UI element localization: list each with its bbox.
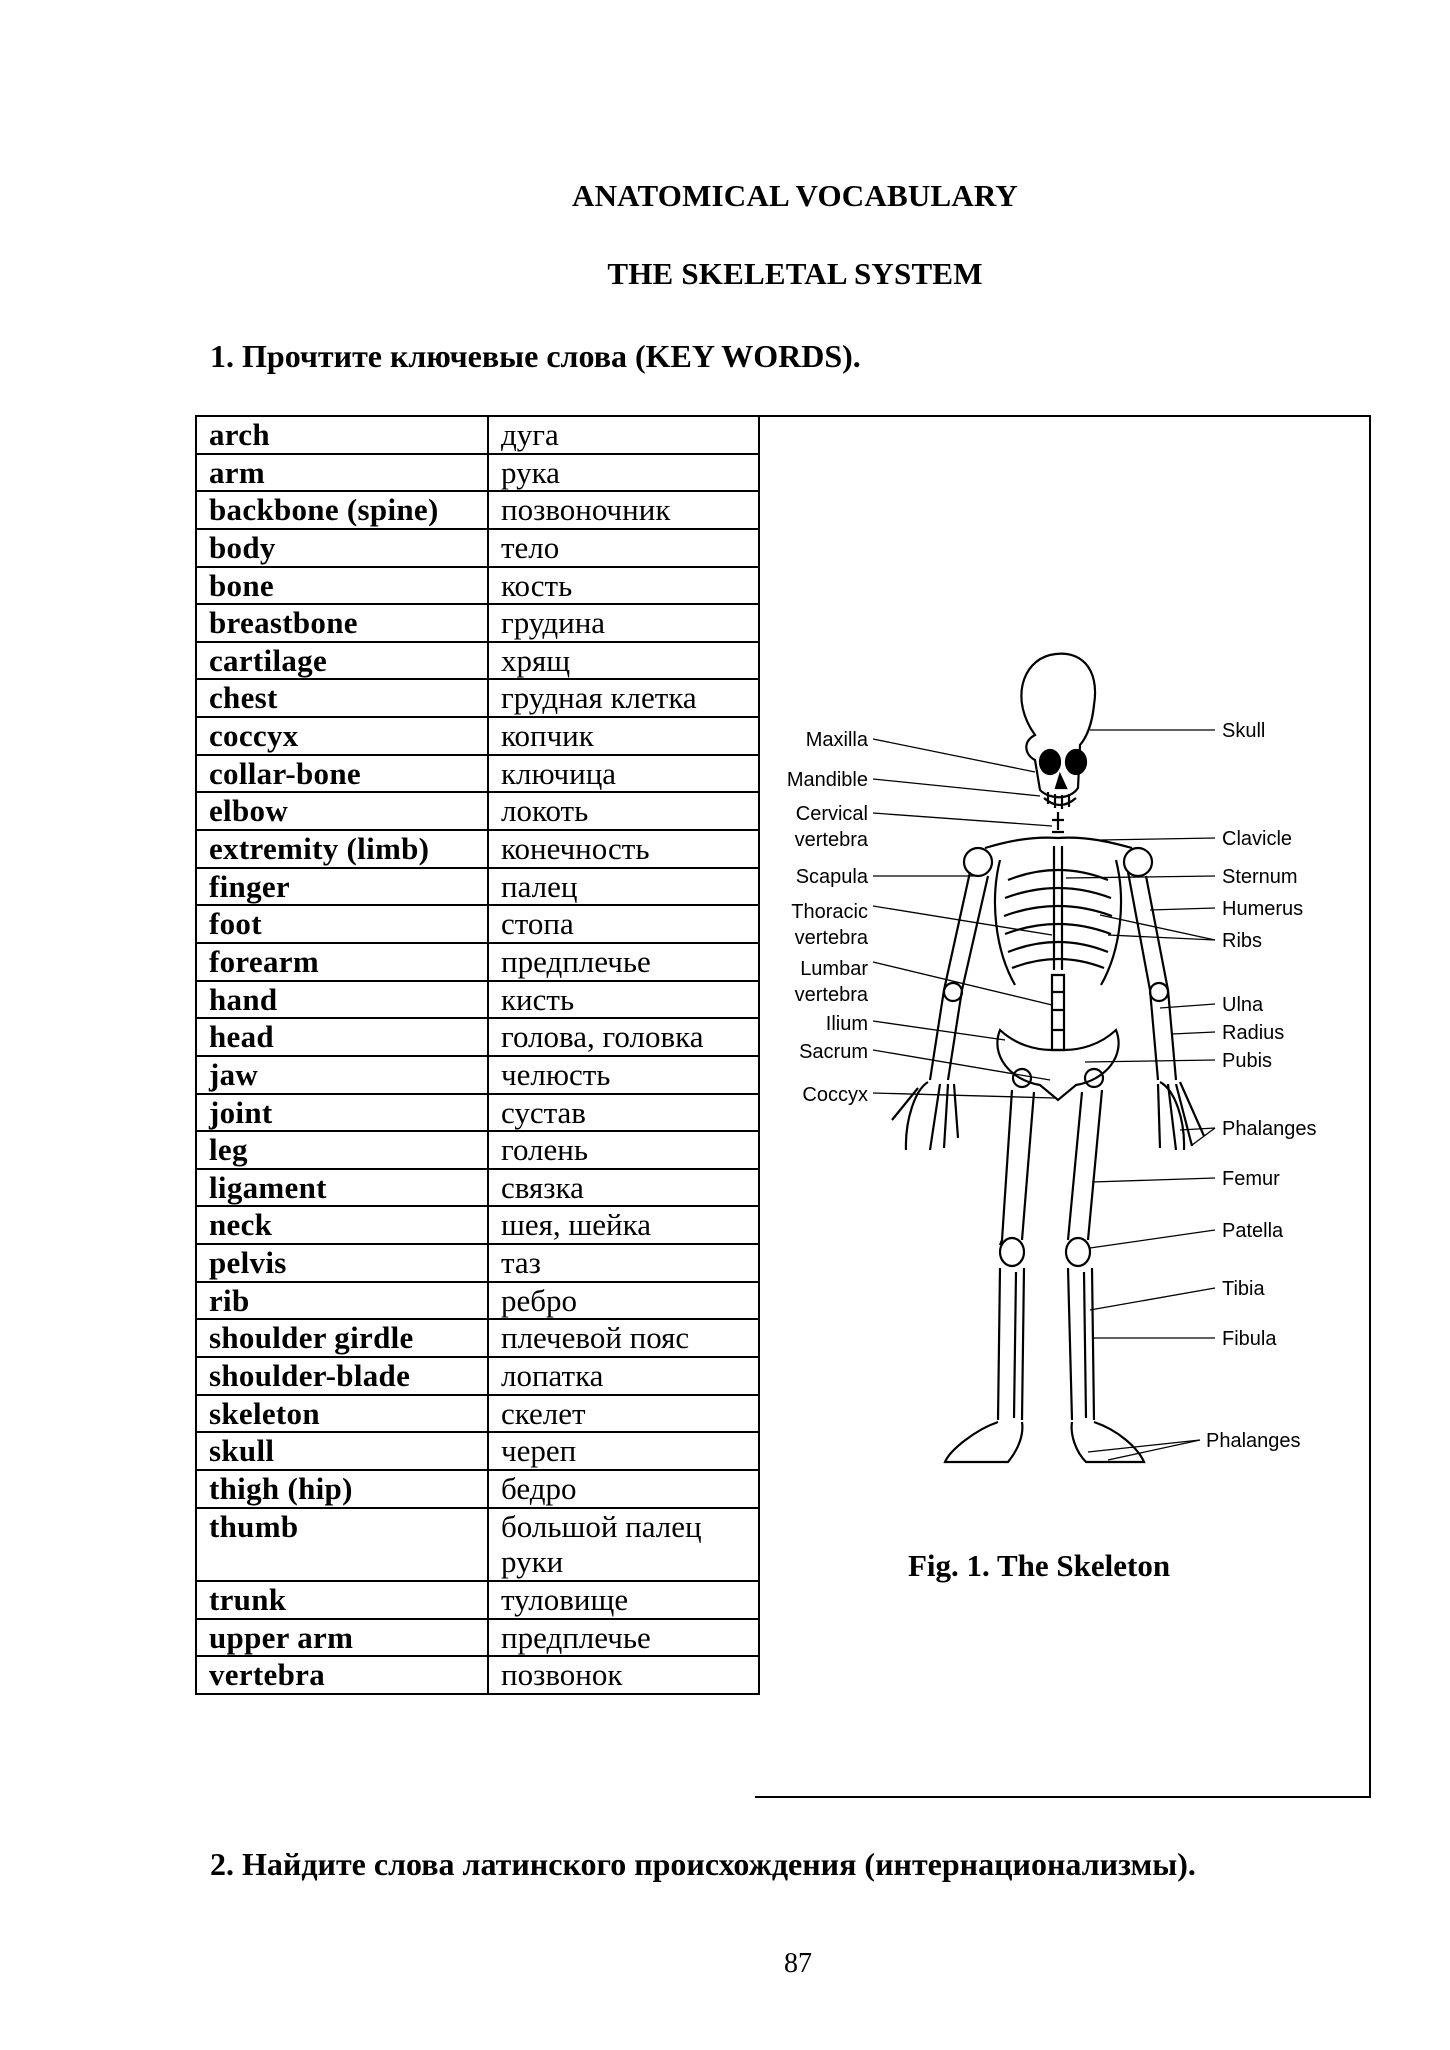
label-lumbar: Lumbar [800,958,868,980]
term-english: shoulder girdle [196,1319,488,1357]
term-english: bone [196,567,488,605]
term-russian: тело [488,529,759,567]
label-humerus: Humerus [1222,898,1304,920]
term-russian: локоть [488,792,759,830]
term-english: forearm [196,943,488,981]
term-english: arch [196,416,488,454]
term-russian: грудина [488,604,759,642]
term-russian: предплечье [488,943,759,981]
term-russian: большой палец руки [488,1508,759,1581]
skull-outline [1021,654,1095,798]
term-english: backbone (spine) [196,491,488,529]
term-russian: сустав [488,1094,759,1132]
label-ulna: Ulna [1222,994,1264,1016]
task-1-instruction: 1. Прочтите ключевые слова (KEY WORDS). [210,338,861,374]
term-russian: кость [488,567,759,605]
term-russian: рука [488,454,759,492]
term-english: upper arm [196,1619,488,1657]
term-english: leg [196,1131,488,1169]
pelvis [997,1030,1118,1100]
term-russian: голова, головка [488,1018,759,1056]
term-english: finger [196,868,488,906]
label-cervical-vertebra: vertebra [794,829,868,851]
term-english: coccyx [196,717,488,755]
term-english: hand [196,981,488,1019]
term-english: shoulder-blade [196,1357,488,1395]
label-mandible: Mandible [786,769,868,791]
label-ilium: Ilium [825,1013,868,1035]
term-english: skull [196,1432,488,1470]
skeleton-drawing [892,654,1204,1462]
label-fibula: Fibula [1222,1328,1277,1350]
term-russian: стопа [488,905,759,943]
term-russian: грудная клетка [488,679,759,717]
leg-left [1000,1090,1034,1245]
term-english: pelvis [196,1244,488,1282]
term-russian: дуга [488,416,759,454]
term-russian: палец [488,868,759,906]
term-russian: копчик [488,717,759,755]
term-russian: скелет [488,1395,759,1433]
leader-lines [873,730,1215,1460]
term-russian: позвонок [488,1656,759,1694]
term-english: chest [196,679,488,717]
figure-caption: Fig. 1. The Skeleton [908,1548,1171,1583]
term-russian: шея, шейка [488,1206,759,1244]
label-patella: Patella [1222,1220,1284,1242]
term-russian: череп [488,1432,759,1470]
term-english: thumb [196,1508,488,1581]
label-maxilla: Maxilla [805,729,868,751]
label-skull: Skull [1222,720,1266,742]
label-femur: Femur [1222,1168,1280,1190]
term-english: extremity (limb) [196,830,488,868]
term-russian: бедро [488,1470,759,1508]
term-russian: конечность [488,830,759,868]
label-phalanges-hand: Phalanges [1222,1118,1317,1140]
term-russian: плечевой пояс [488,1319,759,1357]
term-russian: предплечье [488,1619,759,1657]
term-russian: кисть [488,981,759,1019]
page-number: 87 [784,1948,812,1979]
label-pubis: Pubis [1222,1050,1273,1072]
spine [1052,812,1064,832]
clavicle-left [985,838,1058,848]
arm-left [930,872,988,1080]
task-2-instruction: 2. Найдите слова латинского происхождения (интернационализмы). [210,1846,1196,1882]
term-english: thigh (hip) [196,1470,488,1508]
hand-right [1158,1082,1204,1150]
term-russian: голень [488,1131,759,1169]
term-russian: связка [488,1169,759,1207]
term-russian: лопатка [488,1357,759,1395]
term-english: joint [196,1094,488,1132]
label-scapula: Scapula [795,866,868,888]
term-english: elbow [196,792,488,830]
term-english: skeleton [196,1395,488,1433]
label-sternum: Sternum [1222,866,1298,888]
term-english: ligament [196,1169,488,1207]
term-english: rib [196,1282,488,1320]
label-cervical: Cervical [795,803,868,825]
term-english: vertebra [196,1656,488,1694]
label-coccyx: Coccyx [802,1084,868,1106]
foot-right [1072,1422,1144,1462]
term-english: neck [196,1206,488,1244]
term-english: trunk [196,1581,488,1619]
label-thoracic-vertebra: vertebra [794,927,868,949]
term-english: body [196,529,488,567]
term-english: foot [196,905,488,943]
term-russian: ключица [488,755,759,793]
term-russian: туловище [488,1581,759,1619]
label-clavicle: Clavicle [1222,828,1293,850]
term-english: breastbone [196,604,488,642]
page-title: ANATOMICAL VOCABULARY [571,178,1018,213]
label-sacrum: Sacrum [799,1041,868,1063]
label-tibia: Tibia [1222,1278,1265,1300]
term-english: arm [196,454,488,492]
section-title: THE SKELETAL SYSTEM [607,256,983,291]
label-phalanges-foot: Phalanges [1206,1430,1301,1452]
label-lumbar-vertebra: vertebra [794,984,868,1006]
right-labels [1206,720,1317,1452]
label-ribs: Ribs [1222,930,1263,952]
hand-left [892,1082,958,1150]
foot-left [945,1422,1022,1462]
term-russian: позвоночник [488,491,759,529]
term-english: jaw [196,1056,488,1094]
term-russian: хрящ [488,642,759,680]
term-russian: ребро [488,1282,759,1320]
label-thoracic: Thoracic [791,901,868,923]
arm-right [1128,872,1176,1080]
left-labels [787,729,869,1106]
label-radius: Radius [1222,1022,1285,1044]
term-english: cartilage [196,642,488,680]
term-russian: таз [488,1244,759,1282]
term-russian: челюсть [488,1056,759,1094]
term-english: collar-bone [196,755,488,793]
term-english: head [196,1018,488,1056]
leg-right [1068,1090,1102,1240]
